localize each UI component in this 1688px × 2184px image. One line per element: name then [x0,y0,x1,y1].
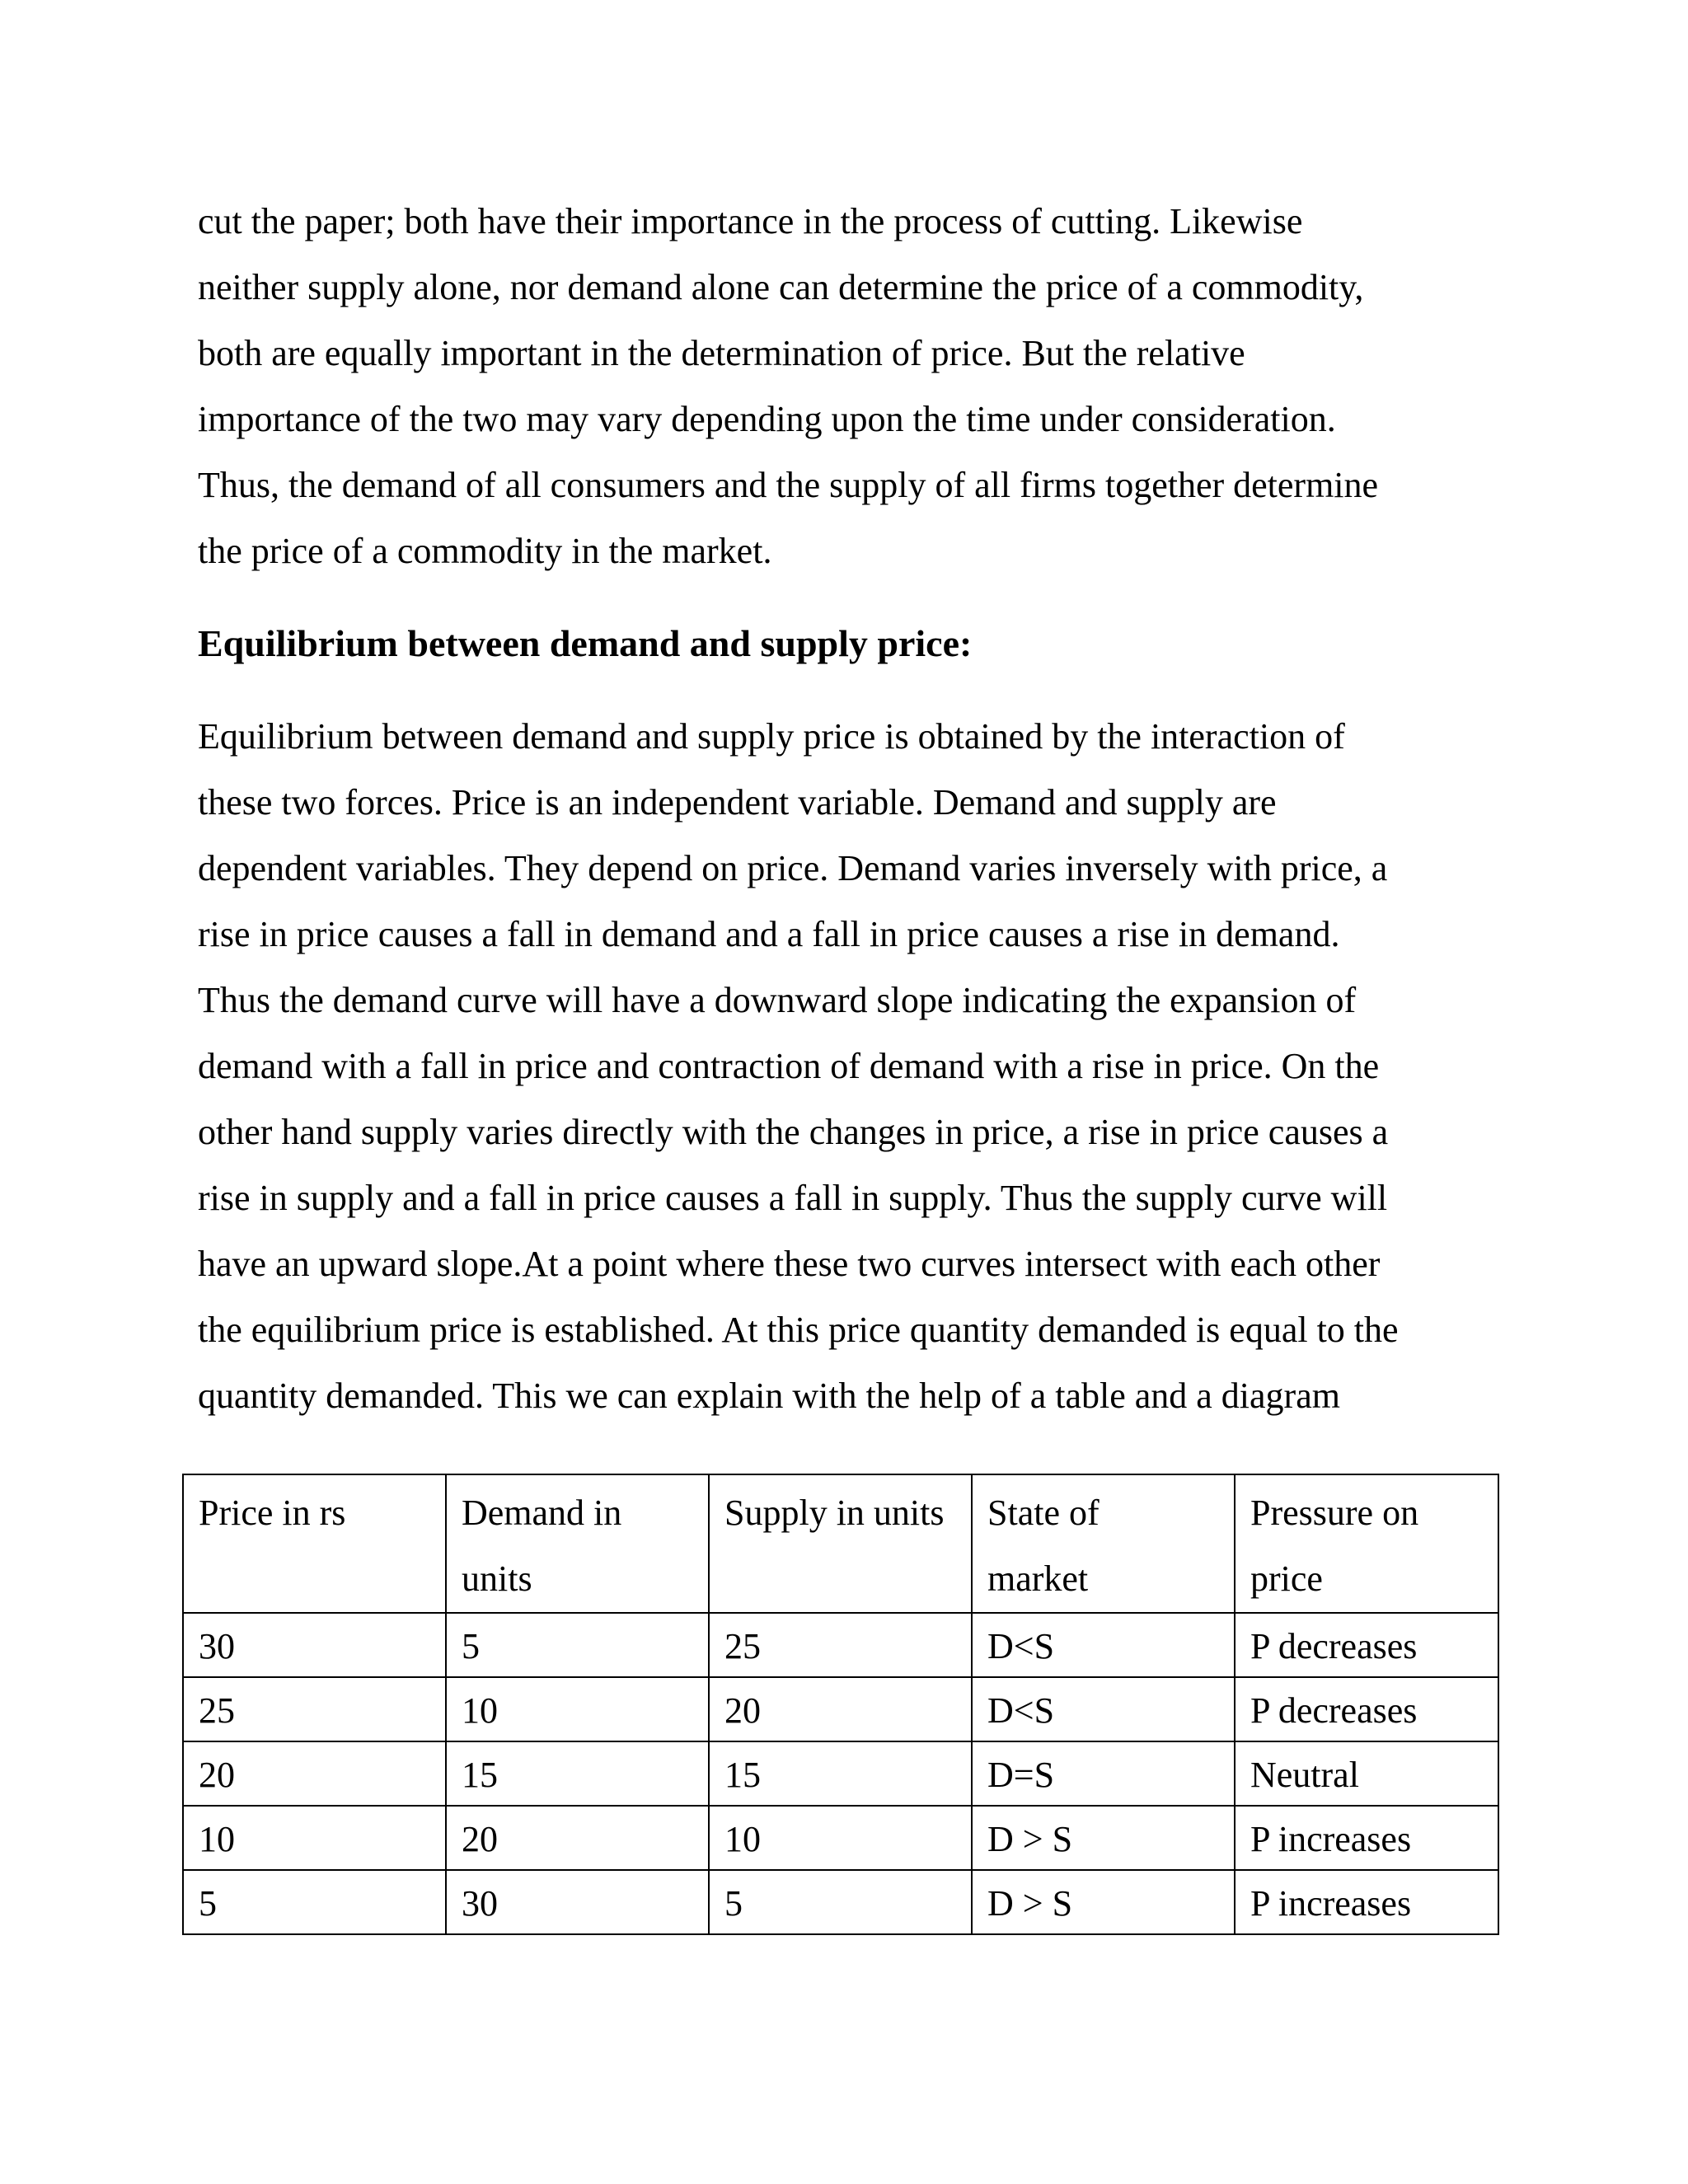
header-line: Demand in [462,1493,622,1533]
cell-demand: 10 [446,1677,709,1741]
cell-pressure: P increases [1235,1806,1498,1870]
table-row [183,1613,1498,1677]
demand-supply-table [182,1474,1499,1935]
text-line: dependent variables. They depend on price. Demand varies inversely with price, a [198,848,1388,888]
cell-supply: 5 [709,1870,972,1934]
table-row [183,1870,1498,1934]
cell-price: 5 [183,1870,446,1934]
header-supply [709,1474,972,1613]
text-line: cut the paper; both have their importance in the process of cutting. Likewise [198,201,1303,241]
text-line: the equilibrium price is established. At this price quantity demanded is equal to the [198,1310,1399,1350]
text-line: other hand supply varies directly with the changes in price, a rise in price causes a [198,1112,1389,1152]
text-line: Thus, the demand of all consumers and the supply of all firms together determine [198,465,1379,505]
cell-supply: 15 [709,1741,972,1806]
table-header-row [183,1474,1498,1613]
text-line: these two forces. Price is an independent variable. Demand and supply are [198,782,1277,823]
text-line: the price of a commodity in the market. [198,531,772,571]
header-demand [446,1474,709,1613]
header-state-of-market [972,1474,1235,1613]
text-line: neither supply alone, nor demand alone can determine the price of a commodity, [198,267,1364,307]
cell-pressure: P decreases [1235,1677,1498,1741]
text-line: demand with a fall in price and contraction of demand with a rise in price. On the [198,1046,1380,1086]
table-row [183,1806,1498,1870]
header-line: Price in rs [199,1493,346,1533]
cell-state: D > S [972,1870,1235,1934]
text-line: both are equally important in the determination of price. But the relative [198,333,1245,373]
table-row [183,1677,1498,1741]
cell-pressure: P increases [1235,1870,1498,1934]
header-line: units [462,1558,532,1599]
header-price [183,1474,446,1613]
cell-supply: 10 [709,1806,972,1870]
cell-pressure: P decreases [1235,1613,1498,1677]
header-pressure-on-price [1235,1474,1498,1613]
cell-price: 25 [183,1677,446,1741]
cell-state: D=S [972,1741,1235,1806]
header-line: Pressure on [1250,1493,1419,1533]
cell-price: 30 [183,1613,446,1677]
cell-state: D<S [972,1677,1235,1741]
table-row [183,1741,1498,1806]
cell-demand: 5 [446,1613,709,1677]
cell-pressure: Neutral [1235,1741,1498,1806]
cell-supply: 20 [709,1677,972,1741]
cell-supply: 25 [709,1613,972,1677]
cell-demand: 30 [446,1870,709,1934]
section-heading: Equilibrium between demand and supply price: [198,622,973,664]
cell-price: 20 [183,1741,446,1806]
header-line: price [1250,1558,1323,1599]
text-line: importance of the two may vary depending upon the time under consideration. [198,399,1336,439]
cell-demand: 15 [446,1741,709,1806]
cell-state: D<S [972,1613,1235,1677]
text-line: have an upward slope.At a point where these two curves intersect with each other [198,1244,1381,1284]
header-line: Supply in units [724,1493,945,1533]
text-line: quantity demanded. This we can explain with the help of a table and a diagram [198,1376,1340,1416]
text-line: rise in price causes a fall in demand and a fall in price causes a rise in demand. [198,914,1340,954]
header-line: State of [987,1493,1100,1533]
text-line: rise in supply and a fall in price causes a fall in supply. Thus the supply curve will [198,1178,1388,1218]
cell-state: D > S [972,1806,1235,1870]
cell-demand: 20 [446,1806,709,1870]
cell-price: 10 [183,1806,446,1870]
text-line: Thus the demand curve will have a downward slope indicating the expansion of [198,980,1357,1020]
text-line: Equilibrium between demand and supply price is obtained by the interaction of [198,716,1345,757]
header-line: market [987,1558,1089,1599]
